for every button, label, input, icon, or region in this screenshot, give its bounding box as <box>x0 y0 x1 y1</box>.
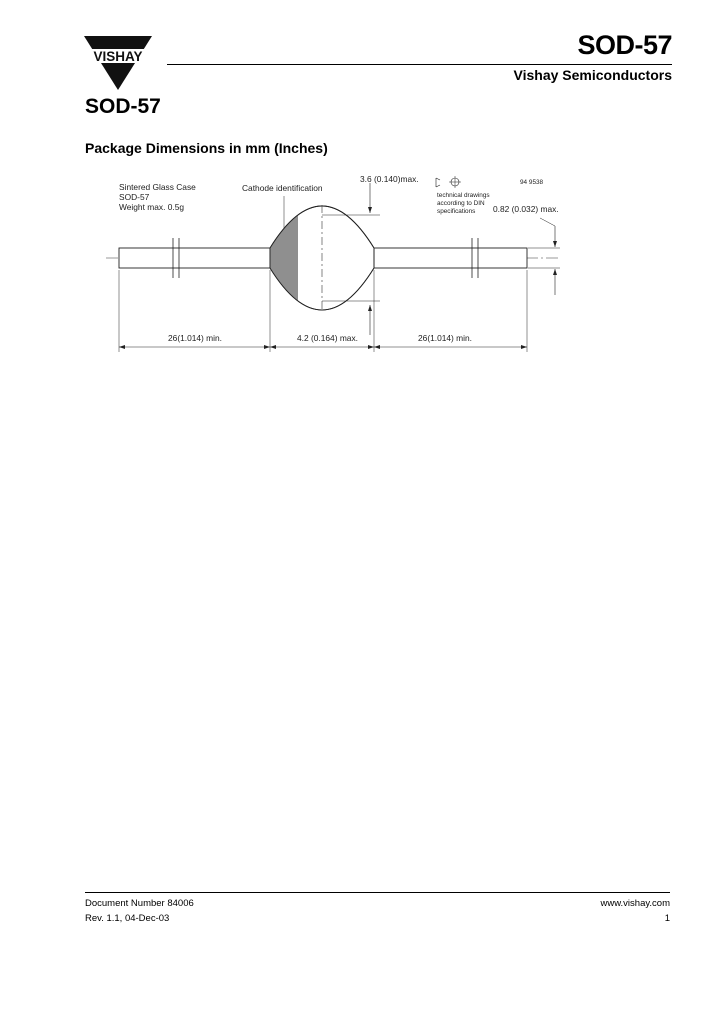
header-title: SOD-57 <box>577 30 672 60</box>
page-title: SOD-57 <box>85 95 161 118</box>
website-link[interactable]: www.vishay.com <box>600 898 670 909</box>
header-company: Vishay Semiconductors <box>513 67 672 83</box>
projection-symbol <box>436 176 461 188</box>
technical-note-3: specifications <box>437 208 476 215</box>
lead-right <box>373 248 527 268</box>
footer-rule <box>85 892 670 893</box>
package-drawing <box>100 165 580 365</box>
logo-text: VISHAY <box>93 49 143 64</box>
case-line-1: Sintered Glass Case <box>119 182 196 192</box>
body-length-label: 4.2 (0.164) max. <box>297 333 358 343</box>
case-line-2: SOD-57 <box>119 192 150 202</box>
lead-diameter-label: 0.82 (0.032) max. <box>493 204 559 214</box>
lead-left <box>119 248 271 268</box>
lead-length-right-label: 26(1.014) min. <box>418 333 472 343</box>
document-number: Document Number 84006 <box>85 898 194 909</box>
body-diameter-label: 3.6 (0.140)max. <box>360 174 419 184</box>
page-number: 1 <box>664 913 670 924</box>
technical-note-2: according to DIN <box>437 200 485 207</box>
section-title: Package Dimensions in mm (Inches) <box>85 140 328 156</box>
header-rule <box>167 64 672 65</box>
revision: Rev. 1.1, 04-Dec-03 <box>85 913 170 924</box>
technical-note-1: technical drawings <box>437 192 490 199</box>
lead-length-left-label: 26(1.014) min. <box>168 333 222 343</box>
drawing-number: 94 9538 <box>520 179 544 186</box>
vishay-logo <box>84 36 152 92</box>
case-line-3: Weight max. 0.5g <box>119 202 185 212</box>
cathode-label: Cathode identification <box>242 183 323 193</box>
